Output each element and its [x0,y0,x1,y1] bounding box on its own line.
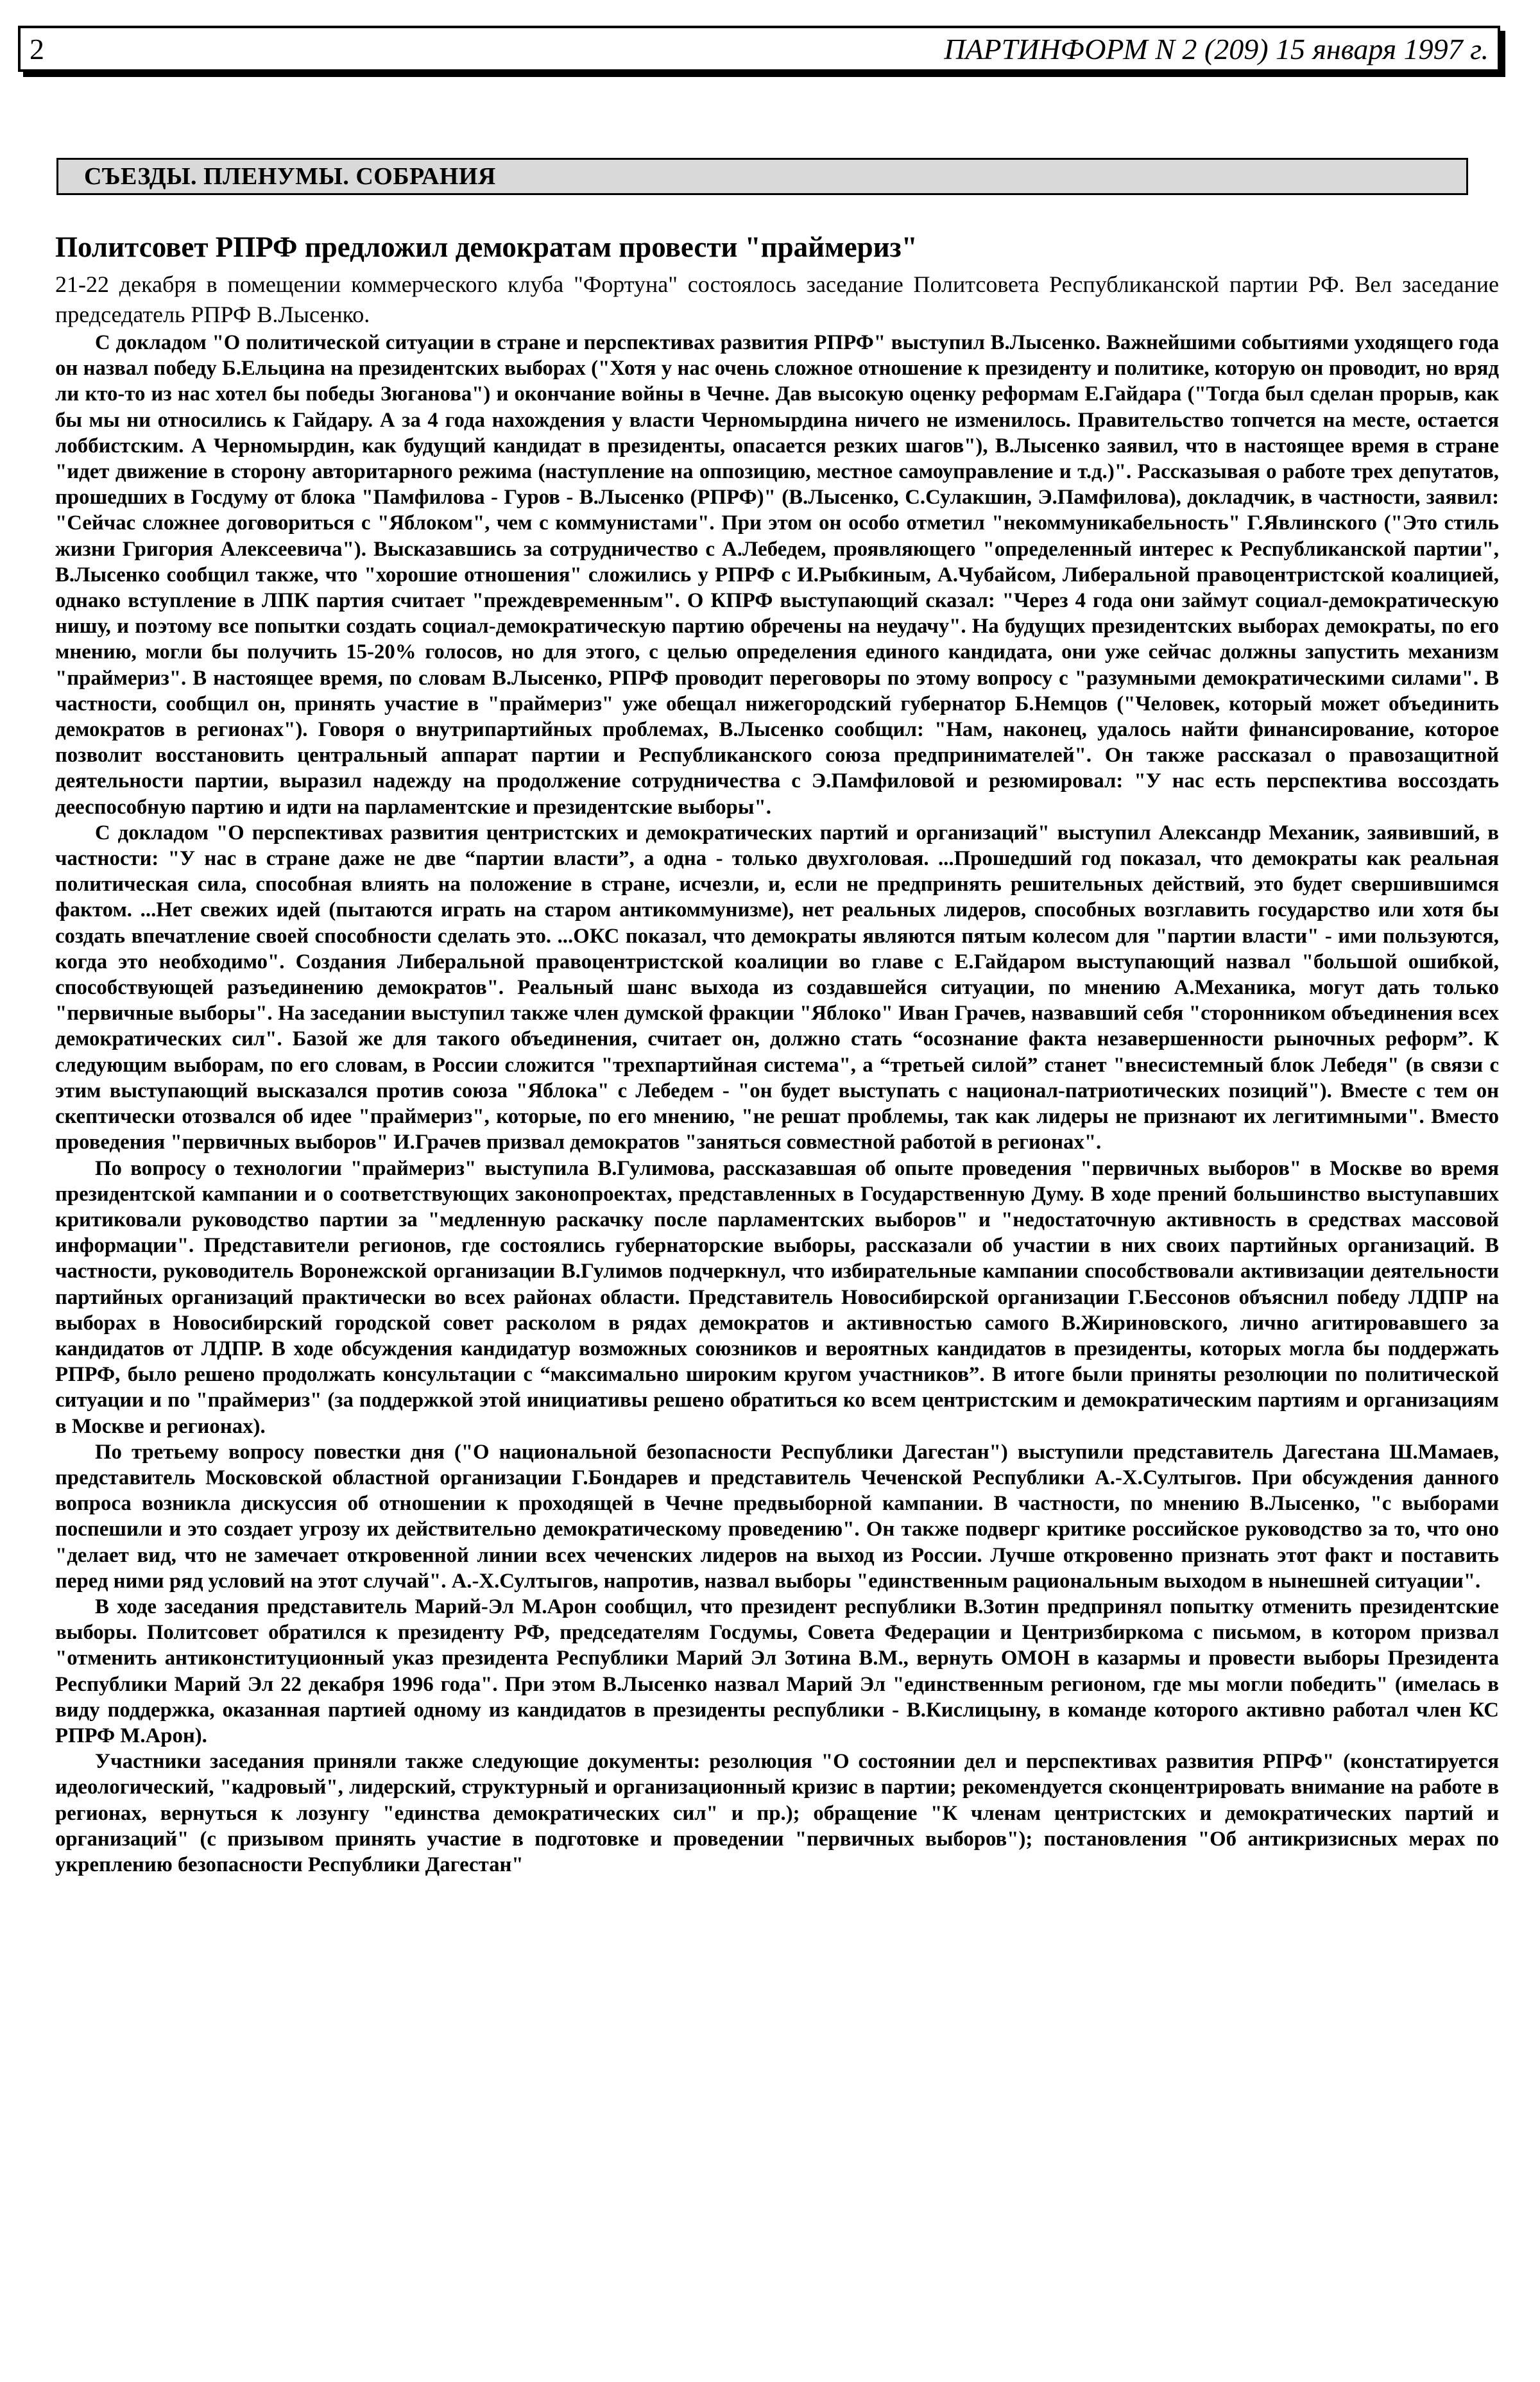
article-paragraph: Участники заседания приняли также следующие документы: резолюция "О состоянии дел и перспективах развития РПРФ" (констатируется идеологический, "кадровый", лидерский, структурный и организационный кризис в партии; рекомендуется сконцентрировать внимание на работе в регионах, вернуться к лозунгу "единства демократических сил" и пр.); обращение "К членам центристских и демократических партий и организаций" (с призывом принять участие в подготовке и проведении "первичных выборов"); постановления "Об антикризисных мерах по укреплению безопасности Республики Дагестан" [55,1750,1499,1876]
article-lead: 21-22 декабря в помещении коммерческого клуба "Фортуна" состоялось заседание Политсовета Республиканской партии РФ. Вел заседание председатель РПРФ В.Лысенко. [55,271,1499,327]
article-title: Политсовет РПРФ предложил демократам провести "праймериз" [55,231,918,263]
section-banner [56,158,1468,195]
article [55,228,1499,1878]
article-paragraph: В ходе заседания представитель Марий-Эл М.Арон сообщил, что президент республики В.Зотин предпринял попытку отменить президентские выборы. Политсовет обратился к президенту РФ, председателям Госдумы, Совета Федерации и Центризбиркома с письмом, в котором призвал "отменить антиконституционный указ президента Республики Марий Эл Зотина В.М., вернуть ОМОН в казармы и провести выборы Президента Республики Марий Эл 22 декабря 1996 года". При этом В.Лысенко назвал Марий Эл "единственным регионом, где мы могли победить" (имелась в виду поддержка, оказанная партией одному из кандидатов в президенты республики - В.Кислицыну, в команде которого активно работал член КС РПРФ М.Арон). [55,1595,1499,1747]
section-title: СЪЕЗДЫ. ПЛЕНУМЫ. СОБРАНИЯ [84,163,496,190]
article-paragraph: С докладом "О политической ситуации в стране и перспективах развития РПРФ" выступил В.Лысенко. Важнейшими событиями уходящего года он назвал победу Б.Ельцина на президентских выборах ("Хотя у нас очень сложное отношение к президенту и политике, которую он проводит, но вряд ли кто-то из нас хотел бы победы Зюганова") и окончание войны в Чечне. Дав высокую оценку реформам Е.Гайдара ("Тогда был сделан прорыв, как бы мы ни относились к Гайдару. А за 4 года нахождения у власти Черномырдина ничего не изменилось. Правительство топчется на месте, остается лоббистским. А Черномырдин, как будущий кандидат в президенты, опасается резких шагов"), В.Лысенко заявил, что в настоящее время в стране "идет движение в сторону авторитарного режима (наступление на оппозицию, местное самоуправление и т.д.)". Рассказывая о работе трех депутатов, прошедших в Госдуму от блока "Памфилова - Гуров - В.Лысенко (РПРФ)" (В.Лысенко, С.Сулакшин, Э.Памфилова), докладчик, в частности, заявил: "Сейчас сложнее договориться с "Яблоком", чем с коммунистами". При этом он особо отметил "некоммуникабельность" Г.Явлинского ("Это стиль жизни Григория Алексеевича"). Высказавшись за сотрудничество с А.Лебедем, проявляющего "определенный интерес к Республиканской партии", В.Лысенко сообщил также, что "хорошие отношения" сложились у РПРФ с И.Рыбкиным, А.Чубайсом, Либеральной правоцентристской коалицией, однако вступление в ЛПК партия считает "преждевременным". О КПРФ выступающий сказал: "Через 4 года они займут социал-демократическую нишу, и поэтому все попытки создать социал-демократическую партию обречены на неудачу". На будущих президентских выборах демократы, по его мнению, могли бы получить 15-20% голосов, но для этого, с целью определения единого кандидата, они уже сейчас должны запустить механизм "праймериз". В настоящее время, по словам В.Лысенко, РПРФ проводит переговоры по этому вопросу с "разумными демократическими силами". В частности, сообщил он, принять участие в "праймериз" уже обещал нижегородский губернатор Б.Немцов ("Человек, который может объединить демократов в регионах"). Говоря о внутрипартийных проблемах, В.Лысенко сообщил: "Нам, наконец, удалось найти финансирование, которое позволит восстановить центральный аппарат партии и Республиканского союза предпринимателей". Он также рассказал о правозащитной деятельности партии, выразил надежду на продолжение сотрудничества с Э.Памфиловой и резюмировал: "У нас есть перспектива воссоздать дееспособную партию и идти на парламентские и президентские выборы". [55,331,1499,819]
article-paragraph: По вопросу о технологии "праймериз" выступила В.Гулимова, рассказавшая об опыте проведения "первичных выборов" в Москве во время президентской кампании и о соответствующих законопроектах, представленных в Государственную Думу. В ходе прений большинство выступавших критиковали руководство партии за "медленную раскачку после парламентских выборов" и "недостаточную активность в средствах массовой информации". Представители регионов, где состоялись губернаторские выборы, рассказали об участии в них своих партийных организаций. В частности, руководитель Воронежской организации В.Гулимов подчеркнул, что избирательные кампании способствовали активизации деятельности партийных организаций практически во всех районах области. Представитель Новосибирской организации Г.Бессонов объяснил победу ЛДПР на выборах в Новосибирский городской совет расколом в рядах демократов и активностью самого В.Жириновского, лично агитировавшего за кандидатов от ЛДПР. В ходе обсуждения кандидатур возможных союзников и вероятных кандидатов в президенты, которых могла бы поддержать РПРФ, было решено продолжать консультации с “максимально широким кругом участников”. В итоге были приняты резолюции по политической ситуации и по "праймериз" (за поддержкой этой инициативы решено обратиться ко всем центристским и демократическим партиям и организациям в Москве и регионах). [55,1156,1499,1438]
issue-line: ПАРТИНФОРМ N 2 (209) 15 января 1997 г. [944,32,1489,65]
article-paragraph: По третьему вопросу повестки дня ("О национальной безопасности Республики Дагестан") выступили представитель Дагестана Ш.Мамаев, представитель Московской областной организации Г.Бондарев и представитель Чеченской Республики А.-Х.Султыгов. При обсуждения данного вопроса возникла дискуссия об отношении к проходящей в Чечне предвыборной кампании. В частности, по мнению В.Лысенко, "с выборами поспешили и это создает угрозу их действительно демократическому проведению". Он также подверг критике российское руководство за то, что оно "делает вид, что не замечает откровенной линии всех чеченских лидеров на выход из России. Лучше откровенно признать этот факт и поставить перед ними ряд условий на этот случай". А.-Х.Султыгов, напротив, назвал выборы "единственным рациональным выходом в нынешней ситуации". [55,1440,1499,1593]
page-header [18,26,1500,72]
article-paragraph: С докладом "О перспективах развития центристских и демократических партий и организаций" выступил Александр Механик, заявивший, в частности: "У нас в стране даже не две “партии власти”, а одна - только двухголовая. ...Прошедший год показал, что демократы как реальная политическая сила, способная влиять на положение в стране, исчезли, и, если не предпринять решительных действий, это будет свершившимся фактом. ...Нет свежих идей (пытаются играть на старом антикоммунизме), нет реальных лидеров, способных возглавить государство или хотя бы создать впечатление своей способности сделать это. ...ОКС показал, что демократы являются пятым колесом для "партии власти" - ими пользуются, когда это необходимо". Создания Либеральной правоцентристской коалиции во главе с Е.Гайдаром выступающий назвал "большой ошибкой, способствующей разъединению демократов". Реальный шанс выхода из создавшейся ситуации, по мнению А.Механика, могут дать только "первичные выборы". На заседании выступил также член думской фракции "Яблоко" Иван Грачев, назвавший себя "сторонником объединения всех демократических сил". Базой же для такого объединения, считает он, должно стать “осознание факта незавершенности рыночных реформ”. К следующим выборам, по его словам, в России сложится "трехпартийная система", а “третьей силой” станет "внесистемный блок Лебедя" (в связи с этим выступающий высказался против союза "Яблока" с Лебедем - "он будет выступать с национал-патриотических позиций"). Вместе с тем он скептически отозвался об идее "праймериз", которые, по его мнению, "не решат проблемы, так как лидеры не признают их легитимными". Вместо проведения "первичных выборов" И.Грачев призвал демократов "заняться совместной работой в регионах". [55,821,1499,1154]
page-number: 2 [30,32,44,65]
